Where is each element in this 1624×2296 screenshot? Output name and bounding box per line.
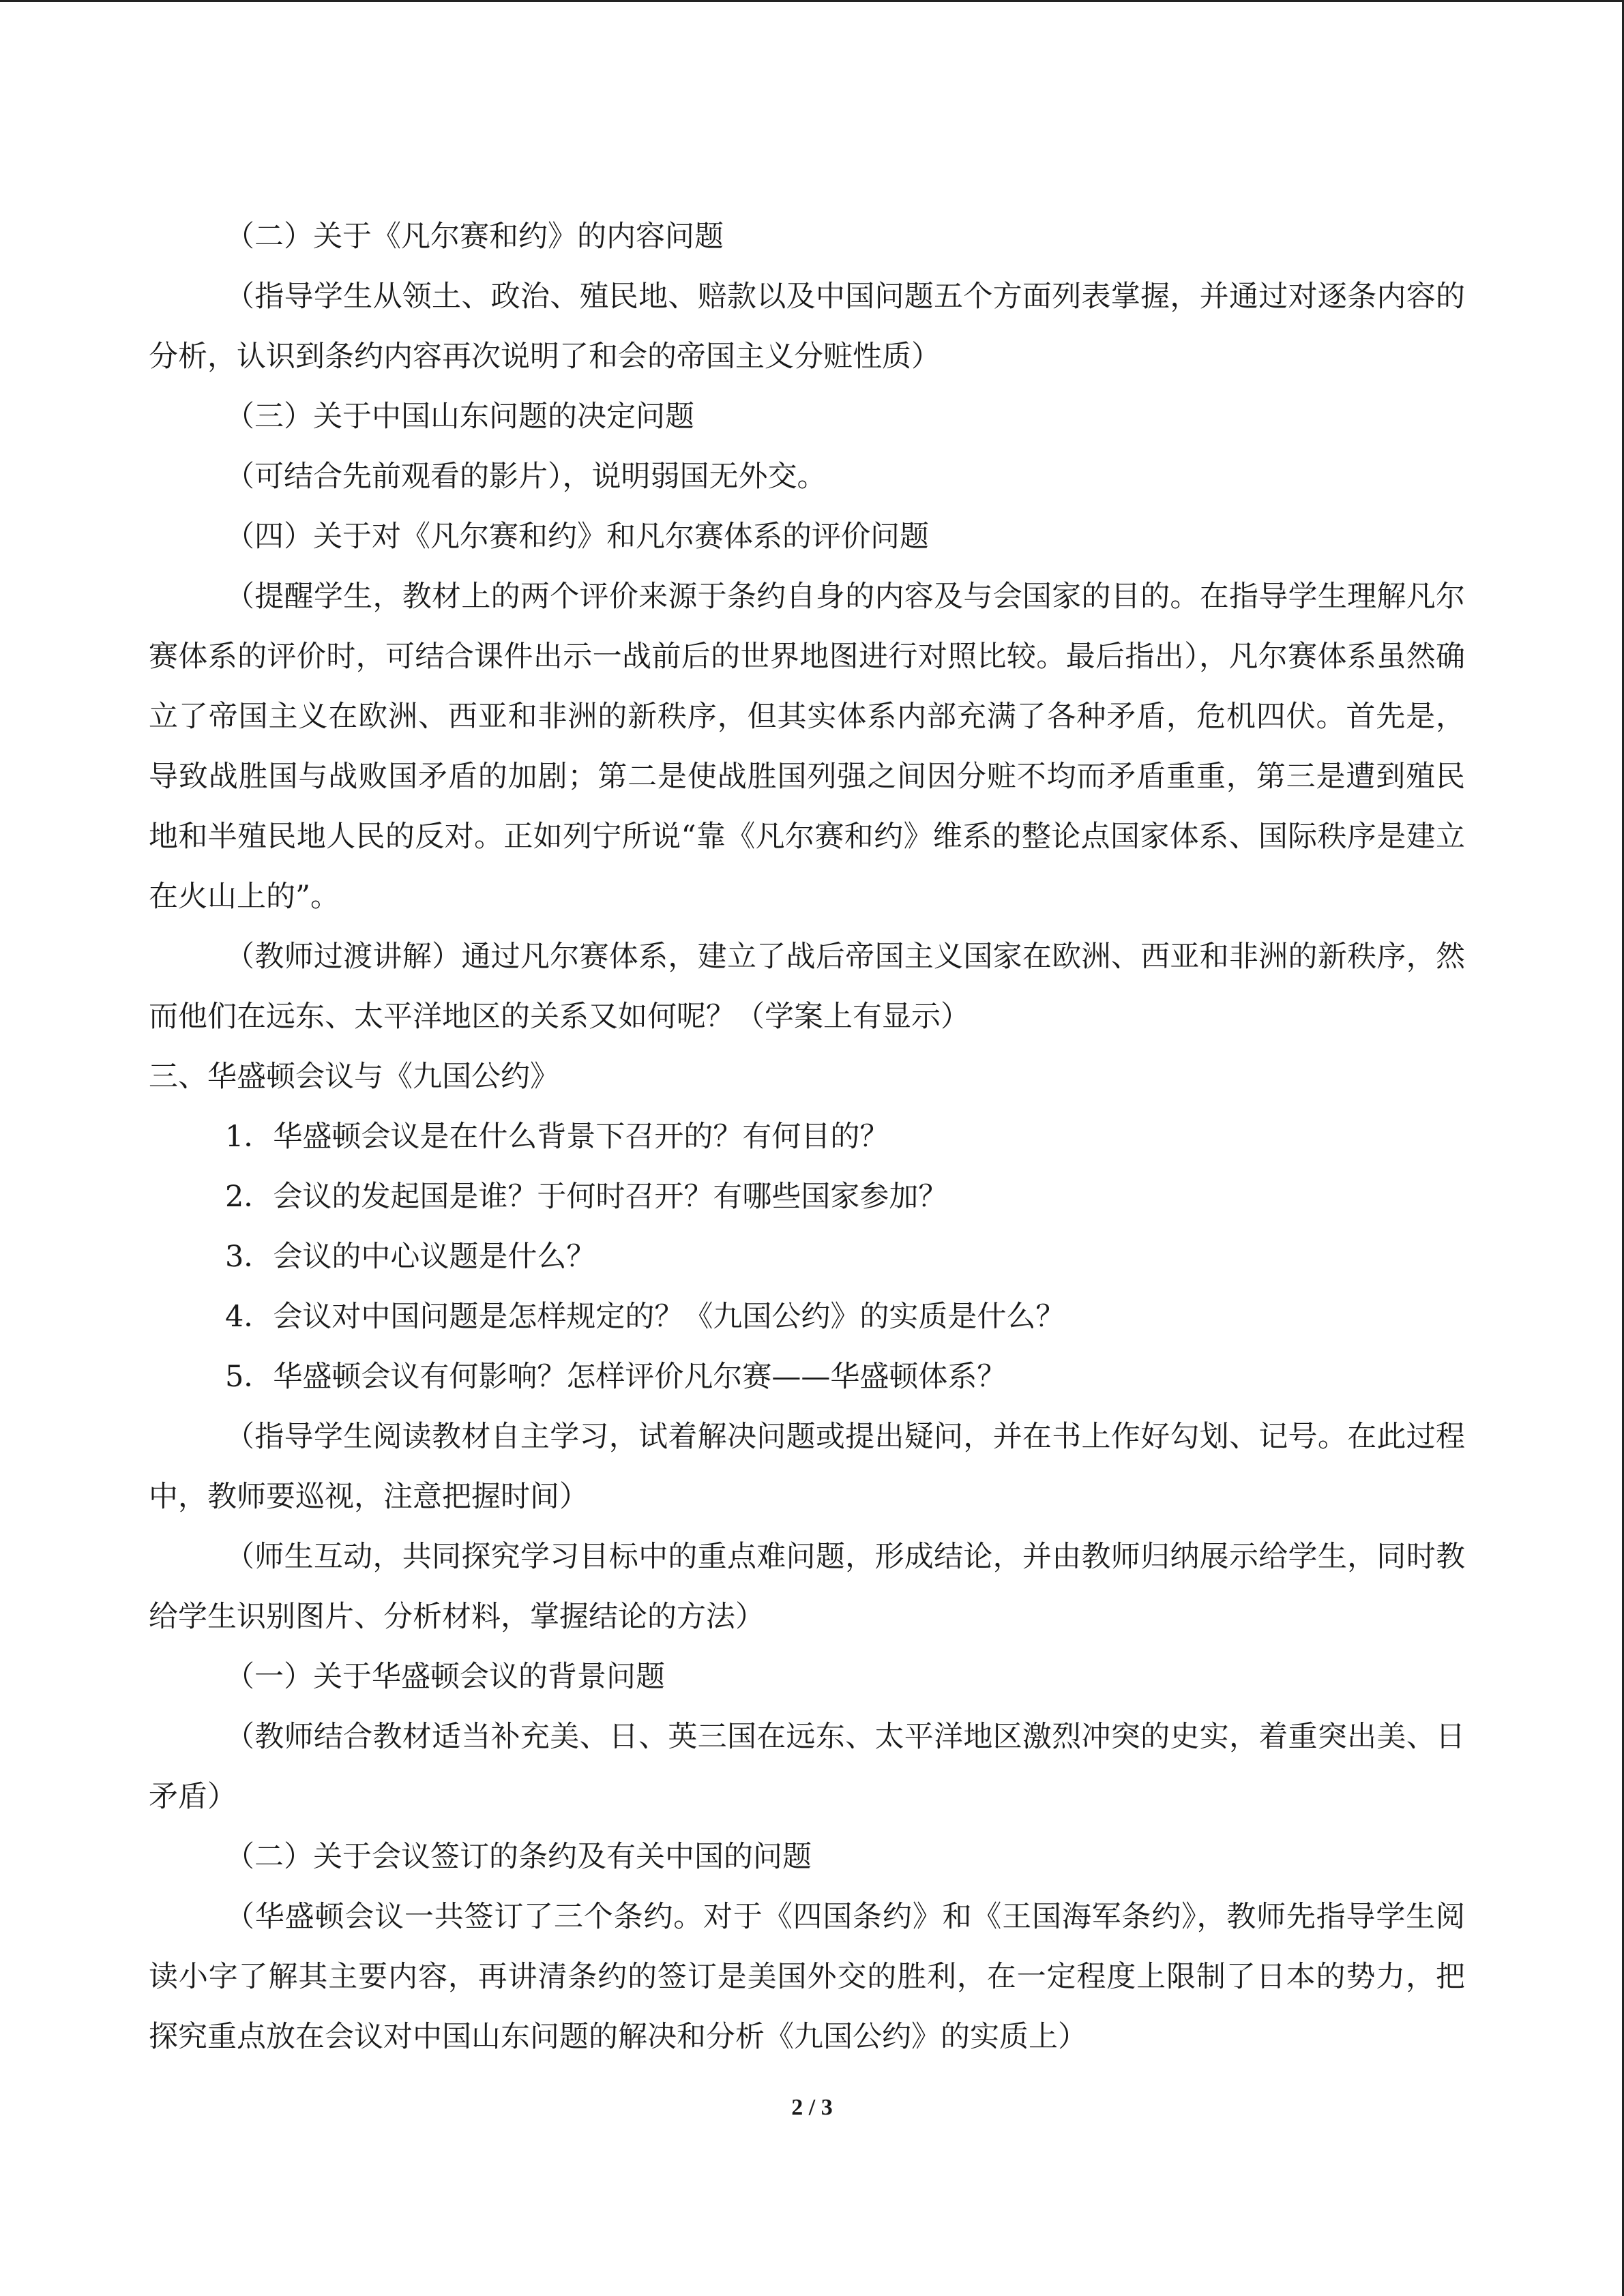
paragraph-interaction: （师生互动，共同探究学习目标中的重点难问题，形成结论，并由教师归纳展示给学生，同时教给学生识别图片、分析材料，掌握结论的方法） [149,1540,1465,1634]
question-item-3: 3．会议的中心议题是什么？ [225,1240,596,1274]
question-item-5: 5．华盛顿会议有何影响？怎样评价凡尔赛——华盛顿体系？ [225,1360,1007,1394]
paragraph-teacher-transition: （教师过渡讲解）通过凡尔赛体系，建立了战后帝国主义国家在欧洲、西亚和非洲的新秩序，然而他们在远东、太平洋地区的关系又如何呢？（学案上有显示） [149,940,1465,1034]
question-item-1: 1．华盛顿会议是在什么背景下召开的？有何目的？ [225,1120,889,1154]
heading-washington-background: （一）关于华盛顿会议的背景问题 [225,1660,665,1694]
section-heading-washington: 三、华盛顿会议与《九国公约》 [149,1060,559,1094]
heading-treaty-content: （二）关于《凡尔赛和约》的内容问题 [225,220,724,254]
question-item-4: 4．会议对中国问题是怎样规定的？《九国公约》的实质是什么？ [225,1300,1065,1334]
heading-versailles-evaluation: （四）关于对《凡尔赛和约》和凡尔赛体系的评价问题 [225,520,929,554]
paragraph-background-guide: （教师结合教材适当补充美、日、英三国在远东、太平洋地区激烈冲突的史实，着重突出美、日矛盾） [149,1720,1465,1814]
paragraph-treaties-guide: （华盛顿会议一共签订了三个条约。对于《四国条约》和《王国海军条约》，教师先指导学生阅读小字了解其主要内容，再讲清条约的签订是美国外交的胜利，在一定程度上限制了日本的势力，把探究重点放在会议对中国山东问题的解决和分析《九国公约》的实质上） [149,1900,1465,2054]
page-number: 2 / 3 [791,2095,833,2120]
heading-shandong-decision: （三）关于中国山东问题的决定问题 [225,400,694,434]
question-item-2: 2．会议的发起国是谁？于何时召开？有哪些国家参加？ [225,1180,948,1214]
paragraph-shandong-note: （可结合先前观看的影片），说明弱国无外交。 [225,460,827,494]
heading-treaties-china: （二）关于会议签订的条约及有关中国的问题 [225,1840,812,1874]
paragraph-self-study: （指导学生阅读教材自主学习，试着解决问题或提出疑问，并在书上作好勾划、记号。在此过程中，教师要巡视，注意把握时间） [149,1420,1465,1514]
paragraph-treaty-content-guide: （指导学生从领土、政治、殖民地、赔款以及中国问题五个方面列表掌握，并通过对逐条内容的分析，认识到条约内容再次说明了和会的帝国主义分赃性质） [149,280,1465,374]
paragraph-versailles-evaluation: （提醒学生，教材上的两个评价来源于条约自身的内容及与会国家的目的。在指导学生理解凡尔赛体系的评价时，可结合课件出示一战前后的世界地图进行对照比较。最后指出），凡尔赛体系虽然确立了帝国主义在欧洲、西亚和非洲的新秩序，但其实体系内部充满了各种矛盾，危机四伏。首先是，导致战胜国与战败国矛盾的加剧；第二是使战胜国列强之间因分赃不均而矛盾重重，第三是遭到殖民地和半殖民地人民的反对。正如列宁所说“靠《凡尔赛和约》维系的整论点国家体系、国际秩序是建立在火山上的”。 [149,580,1465,914]
document-body [149,207,1465,2067]
